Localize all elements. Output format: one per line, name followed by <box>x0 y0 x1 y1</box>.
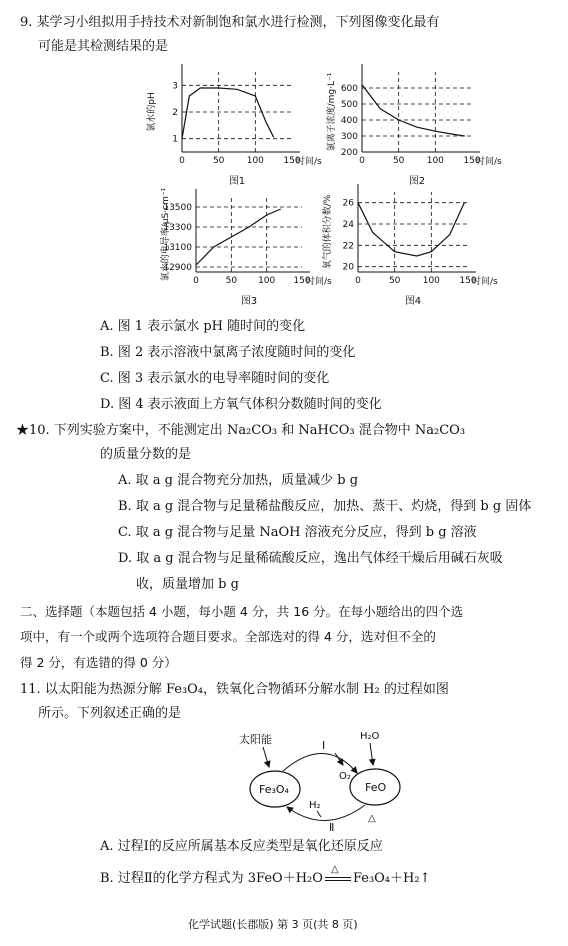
chart4-x-label: 时间/s <box>472 277 498 287</box>
h2o-label: H₂O <box>360 731 380 742</box>
step2-label: Ⅱ <box>329 821 335 834</box>
q10-option-b: B. 取 a g 混合物与足量稀盐酸反应，加热、蒸干、灼烧，得到 b g 固体 <box>118 499 532 514</box>
chart4-caption: 图4 <box>404 296 422 307</box>
q10-stem-line1: ★10. 下列实验方案中，不能测定出 Na₂CO₃ 和 NaHCO₃ 混合物中 Na₂CO₃ <box>16 423 466 438</box>
chart3-x-tick-label: 150 <box>293 276 311 286</box>
chart3-x-tick-label: 100 <box>258 276 276 286</box>
chart2-x-tick-label: 50 <box>392 156 405 166</box>
q9-stem-line1: 9. 某学习小组拟用手持技术对新制饱和氯水进行检测，下列图像变化最有 <box>20 15 440 30</box>
chart2-y-tick-label: 200 <box>340 148 358 158</box>
chart1-x-tick-label: 0 <box>179 156 185 166</box>
sun-arrow <box>263 747 269 767</box>
chart4-series-line <box>358 203 464 256</box>
chart3-series-line <box>196 209 281 265</box>
chart4-y-tick-label: 26 <box>342 198 354 209</box>
diagram-sun-label: 太阳能 <box>239 733 272 746</box>
chart4-y-tick-label: 22 <box>342 241 354 252</box>
q9-stem-line2: 可能是其检测结果的是 <box>38 39 169 54</box>
chart4-y-label: 氧气的体积分数/% <box>323 194 333 270</box>
chart2-x-tick-label: 0 <box>359 156 365 166</box>
q9-option-d: D. 图 4 表示液面上方氧气体积分数随时间的变化 <box>100 397 382 412</box>
chart1-y-tick-label: 3 <box>172 81 178 92</box>
chart1-x-tick-label: 100 <box>246 156 264 166</box>
h2-label: H₂ <box>309 800 321 811</box>
q11-option-b-left: B. 过程Ⅱ的化学方程式为 3FeO＋H₂O <box>100 871 323 886</box>
equation-condition: △ <box>330 864 339 875</box>
chart3-y-tick-label: 12900 <box>163 263 192 273</box>
chart3-x-label: 时间/s <box>306 277 332 287</box>
q10-option-a: A. 取 a g 混合物充分加热，质量减少 b g <box>118 473 359 488</box>
heat-label: △ <box>368 813 376 824</box>
chart2-x-label: 时间/s <box>476 157 502 167</box>
chart1-x-label: 时间/s <box>296 157 322 167</box>
chart2-caption: 图2 <box>408 176 426 187</box>
chart2-series-line <box>362 85 465 136</box>
q11-stem-line2: 所示。下列叙述正确的是 <box>38 706 182 721</box>
chart2-y-tick-label: 500 <box>340 100 358 110</box>
chart2-y-label: 氯离子浓度/mg·L⁻¹ <box>327 72 337 152</box>
chart4-x-tick-label: 50 <box>388 276 401 286</box>
chart2-y-tick-label: 600 <box>340 84 358 94</box>
chart3-x-tick-label: 0 <box>193 276 199 286</box>
chart3-y-tick-label: 13300 <box>163 223 192 233</box>
q9-option-b: B. 图 2 表示溶液中氯离子浓度随时间的变化 <box>100 345 356 360</box>
q11-option-b-right: Fe₃O₄＋H₂↑ <box>352 871 431 886</box>
chart3-caption: 图3 <box>240 296 258 307</box>
q10-option-d-cont: 收，质量增加 b g <box>136 577 239 592</box>
q10-stem-line2: 的质量分数的是 <box>100 447 192 462</box>
q9-charts <box>0 58 568 358</box>
step1-label: Ⅰ <box>322 739 326 752</box>
chart3-y-label: 氯水的电导率/μS·cm⁻¹ <box>161 187 171 282</box>
chart2-y-tick-label: 300 <box>340 132 358 142</box>
h2-arrow <box>317 811 321 817</box>
chart1-y-tick-label: 2 <box>172 108 178 118</box>
o2-label: O₂ <box>339 771 351 782</box>
q9-option-a: A. 图 1 表示氯水 pH 随时间的变化 <box>100 319 306 334</box>
section2-line3: 得 2 分，有选错的得 0 分） <box>20 655 177 670</box>
section2-line1: 二、选择题（本题包括 4 小题，每小题 4 分，共 16 分。在每小题给出的四个选 <box>20 604 464 619</box>
chart4-x-tick-label: 0 <box>355 276 361 286</box>
chart1-series-line <box>182 88 274 139</box>
page-footer: 化学试题(长郡版) 第 3 页(共 8 页) <box>188 918 358 931</box>
q11-cycle-diagram <box>225 725 485 835</box>
q11-option-a: A. 过程Ⅰ的反应所属基本反应类型是氧化还原反应 <box>100 839 383 854</box>
chart4-y-tick-label: 20 <box>342 262 354 273</box>
chart2-x-tick-label: 100 <box>426 156 444 166</box>
chart1-x-tick-label: 150 <box>283 156 301 166</box>
chart4-y-tick-label: 24 <box>342 220 354 230</box>
section2-line2: 项中，有一个或两个选项符合题目要求。全部选对的得 4 分，选对但不全的 <box>20 629 436 644</box>
feo-label: FeO <box>365 781 387 794</box>
chart4-x-tick-label: 150 <box>459 276 477 286</box>
q10-option-d: D. 取 a g 混合物与足量稀硫酸反应，逸出气体经干燥后用碱石灰吸 <box>118 551 503 566</box>
chart4-x-tick-label: 100 <box>422 276 440 286</box>
q11-option-b <box>100 864 431 888</box>
equation-equals <box>323 864 353 888</box>
q10-option-c: C. 取 a g 混合物与足量 NaOH 溶液充分反应，得到 b g 溶液 <box>118 525 477 540</box>
chart3-y-tick-label: 13100 <box>163 243 192 253</box>
q9-option-c: C. 图 3 表示氯水的电导率随时间的变化 <box>100 371 330 386</box>
chart1-y-tick-label: 1 <box>172 134 178 145</box>
chart2-y-tick-label: 400 <box>340 116 358 126</box>
step2-arrow <box>287 805 365 821</box>
q11-stem-line1: 11. 以太阳能为热源分解 Fe₃O₄，铁氧化合物循环分解水制 H₂ 的过程如图 <box>20 682 449 697</box>
chart1-y-label: 氯水的pH <box>147 92 157 132</box>
fe3o4-label: Fe₃O₄ <box>259 783 289 796</box>
chart3-x-tick-label: 50 <box>225 276 238 286</box>
chart2-x-tick-label: 150 <box>463 156 481 166</box>
chart1-x-tick-label: 50 <box>212 156 225 166</box>
chart1-caption: 图1 <box>228 176 246 187</box>
h2o-arrow <box>370 743 373 765</box>
chart3-y-tick-label: 13500 <box>163 203 192 213</box>
